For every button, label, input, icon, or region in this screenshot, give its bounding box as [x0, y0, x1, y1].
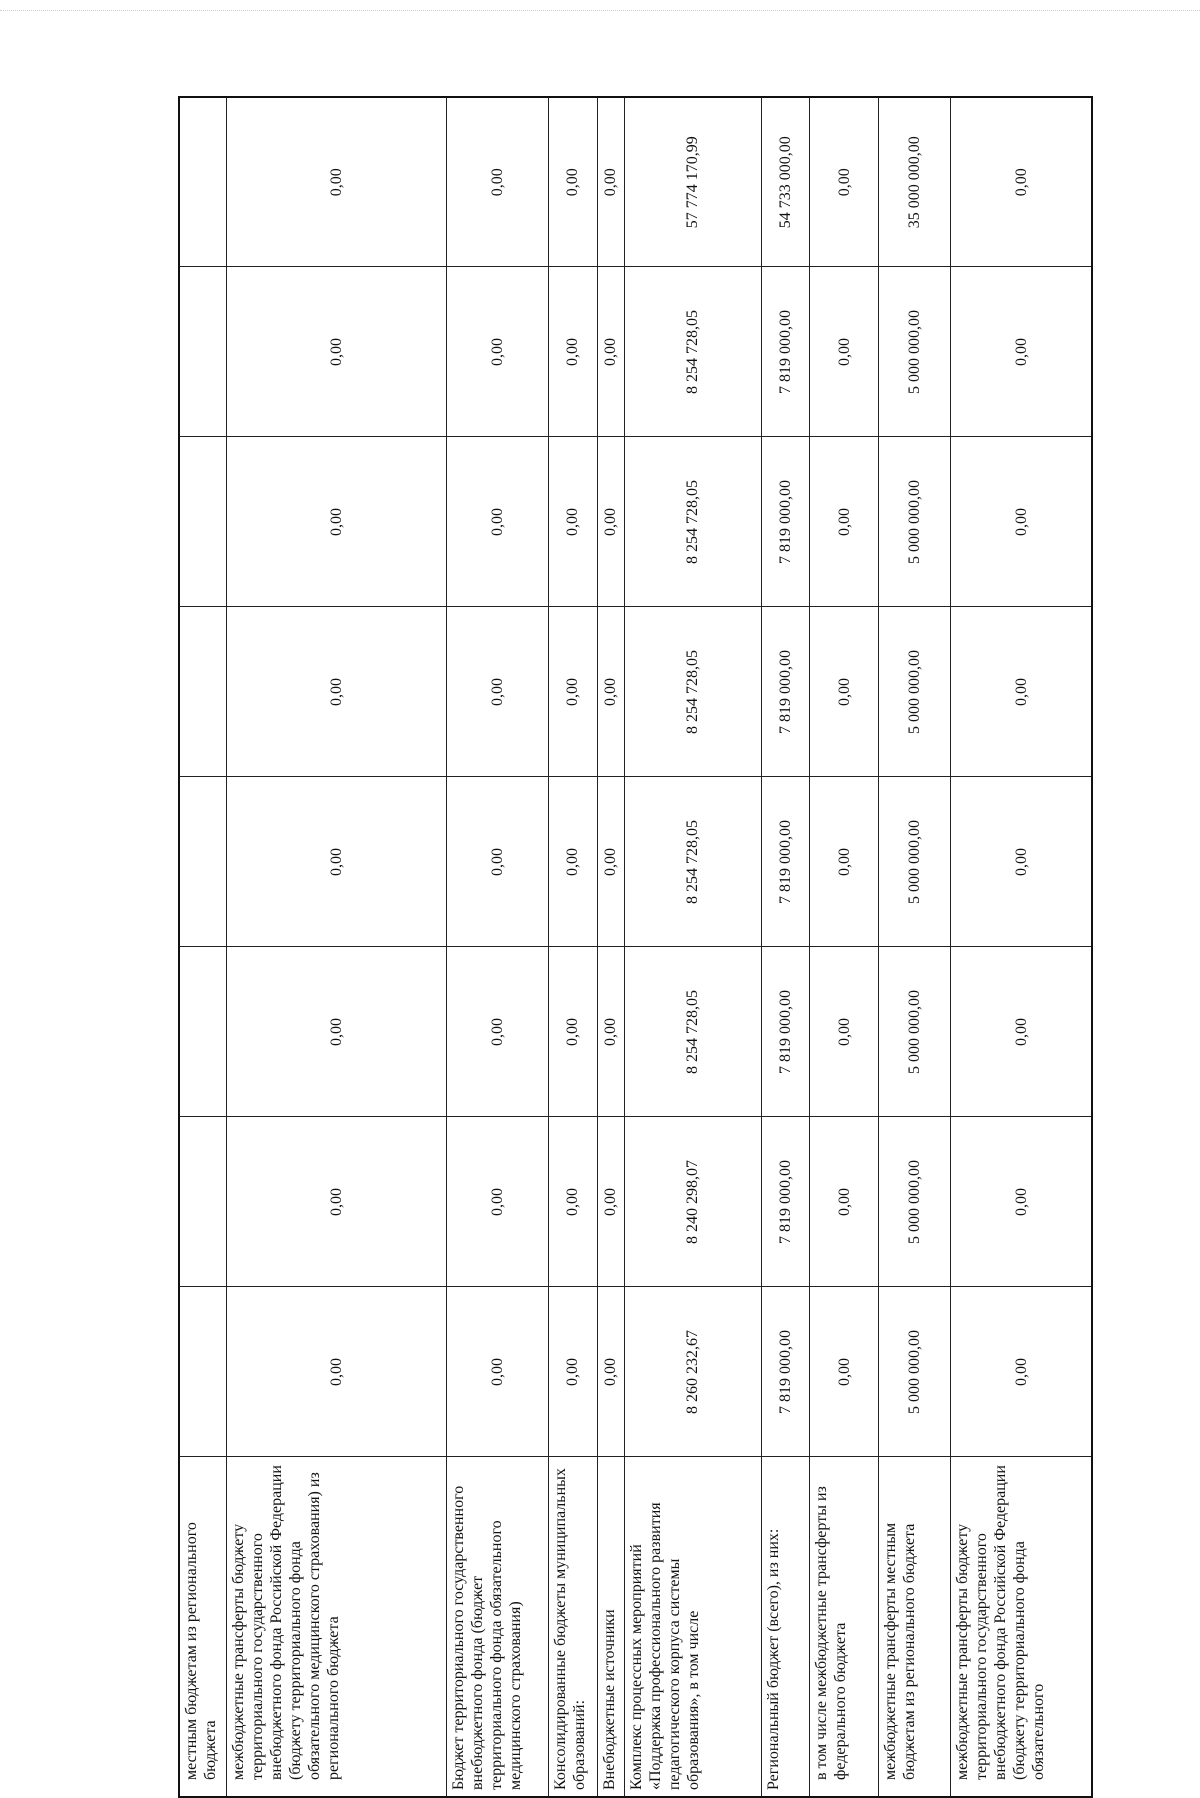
value-cell: 0,00: [810, 947, 879, 1117]
row-label: межбюджетные трансферты бюджету территориального государственного внебюджетного фонда Российской Федерации (бюджету территориального фонда обязательного медицинского страхования) из регионального бюджета: [226, 1457, 446, 1797]
value-cell: 0,00: [597, 437, 624, 607]
value-cell: [179, 777, 226, 947]
value-cell: 0,00: [951, 1117, 1092, 1287]
value-cell: 0,00: [446, 1117, 549, 1287]
table-row: [878, 97, 951, 1797]
value-cell: 0,00: [810, 437, 879, 607]
value-cell: 0,00: [446, 267, 549, 437]
value-cell: 7 819 000,00: [761, 777, 809, 947]
value-cell: 7 819 000,00: [761, 947, 809, 1117]
value-cell: 0,00: [226, 1287, 446, 1457]
value-cell: 0,00: [549, 437, 597, 607]
table-row: [446, 97, 549, 1797]
value-cell: 7 819 000,00: [761, 437, 809, 607]
value-cell: 0,00: [810, 607, 879, 777]
value-cell: 8 254 728,05: [624, 777, 761, 947]
row-label: межбюджетные трансферты местным бюджетам из регионального бюджета: [878, 1457, 951, 1797]
value-cell: 0,00: [810, 1287, 879, 1457]
value-cell: 8 260 232,67: [624, 1287, 761, 1457]
value-cell: 0,00: [226, 947, 446, 1117]
value-cell: 0,00: [597, 267, 624, 437]
row-label: местным бюджетам из регионального бюджета: [179, 1457, 226, 1797]
value-cell: 0,00: [597, 947, 624, 1117]
value-cell: 0,00: [446, 437, 549, 607]
value-cell: 0,00: [951, 1287, 1092, 1457]
table-row: [179, 97, 226, 1797]
row-label: Бюджет территориального государственного внебюджетного фонда (бюджет территориального фонда обязательного медицинского страхования): [446, 1457, 549, 1797]
value-cell: 0,00: [810, 1117, 879, 1287]
value-cell: 0,00: [446, 947, 549, 1117]
value-cell: 7 819 000,00: [761, 267, 809, 437]
value-cell: [179, 97, 226, 267]
value-cell: 5 000 000,00: [878, 437, 951, 607]
value-cell: 5 000 000,00: [878, 607, 951, 777]
value-cell: 0,00: [810, 97, 879, 267]
value-cell: 0,00: [951, 947, 1092, 1117]
value-cell: 0,00: [597, 1287, 624, 1457]
value-cell: 0,00: [226, 97, 446, 267]
value-cell: [179, 437, 226, 607]
row-label: в том числе межбюджетные трансферты из федерального бюджета: [810, 1457, 879, 1797]
value-cell: 8 254 728,05: [624, 267, 761, 437]
value-cell: 0,00: [951, 97, 1092, 267]
value-cell: 7 819 000,00: [761, 1117, 809, 1287]
value-cell: 8 254 728,05: [624, 607, 761, 777]
value-cell: 0,00: [951, 607, 1092, 777]
value-cell: [179, 267, 226, 437]
value-cell: 5 000 000,00: [878, 1117, 951, 1287]
budget-table-body: [179, 97, 1092, 1797]
value-cell: 0,00: [810, 267, 879, 437]
value-cell: 0,00: [226, 437, 446, 607]
value-cell: 57 774 170,99: [624, 97, 761, 267]
budget-table: [178, 96, 1093, 1798]
value-cell: 7 819 000,00: [761, 1287, 809, 1457]
value-cell: 5 000 000,00: [878, 947, 951, 1117]
value-cell: 0,00: [226, 777, 446, 947]
value-cell: 5 000 000,00: [878, 777, 951, 947]
value-cell: 0,00: [597, 1117, 624, 1287]
value-cell: 8 254 728,05: [624, 437, 761, 607]
value-cell: 0,00: [951, 777, 1092, 947]
value-cell: 0,00: [226, 267, 446, 437]
value-cell: 0,00: [446, 777, 549, 947]
row-label: Консолидированные бюджеты муниципальных образований:: [549, 1457, 597, 1797]
table-row: [810, 97, 879, 1797]
value-cell: 0,00: [549, 947, 597, 1117]
row-label: Внебюджетные источники: [597, 1457, 624, 1797]
value-cell: 0,00: [597, 97, 624, 267]
value-cell: 0,00: [549, 607, 597, 777]
table-row: [226, 97, 446, 1797]
value-cell: 0,00: [446, 97, 549, 267]
row-label: межбюджетные трансферты бюджету территориального государственного внебюджетного фонда Российской Федерации (бюджету территориального фонда обязательного: [951, 1457, 1092, 1797]
value-cell: 0,00: [549, 267, 597, 437]
value-cell: 8 240 298,07: [624, 1117, 761, 1287]
value-cell: 0,00: [810, 777, 879, 947]
value-cell: 0,00: [446, 607, 549, 777]
value-cell: 0,00: [226, 607, 446, 777]
scan-top-edge: [0, 10, 1200, 11]
row-label: Региональный бюджет (всего), из них:: [761, 1457, 809, 1797]
value-cell: 35 000 000,00: [878, 97, 951, 267]
value-cell: 0,00: [597, 607, 624, 777]
value-cell: 0,00: [226, 1117, 446, 1287]
value-cell: 0,00: [549, 1117, 597, 1287]
table-row: [549, 97, 597, 1797]
table-row: [951, 97, 1092, 1797]
value-cell: 0,00: [597, 777, 624, 947]
value-cell: 0,00: [549, 777, 597, 947]
value-cell: 7 819 000,00: [761, 607, 809, 777]
value-cell: 0,00: [549, 97, 597, 267]
value-cell: 0,00: [951, 437, 1092, 607]
value-cell: [179, 1117, 226, 1287]
rotated-table-wrapper: [178, 98, 1093, 1798]
value-cell: 8 254 728,05: [624, 947, 761, 1117]
value-cell: 5 000 000,00: [878, 267, 951, 437]
value-cell: 0,00: [446, 1287, 549, 1457]
value-cell: 0,00: [549, 1287, 597, 1457]
row-label: Комплекс процессных мероприятий «Поддержка профессионального развития педагогического корпуса системы образования», в том числе: [624, 1457, 761, 1797]
value-cell: [179, 1287, 226, 1457]
value-cell: [179, 607, 226, 777]
table-row: [597, 97, 624, 1797]
value-cell: [179, 947, 226, 1117]
table-row: [624, 97, 761, 1797]
value-cell: 54 733 000,00: [761, 97, 809, 267]
value-cell: 0,00: [951, 267, 1092, 437]
value-cell: 5 000 000,00: [878, 1287, 951, 1457]
table-row: [761, 97, 809, 1797]
